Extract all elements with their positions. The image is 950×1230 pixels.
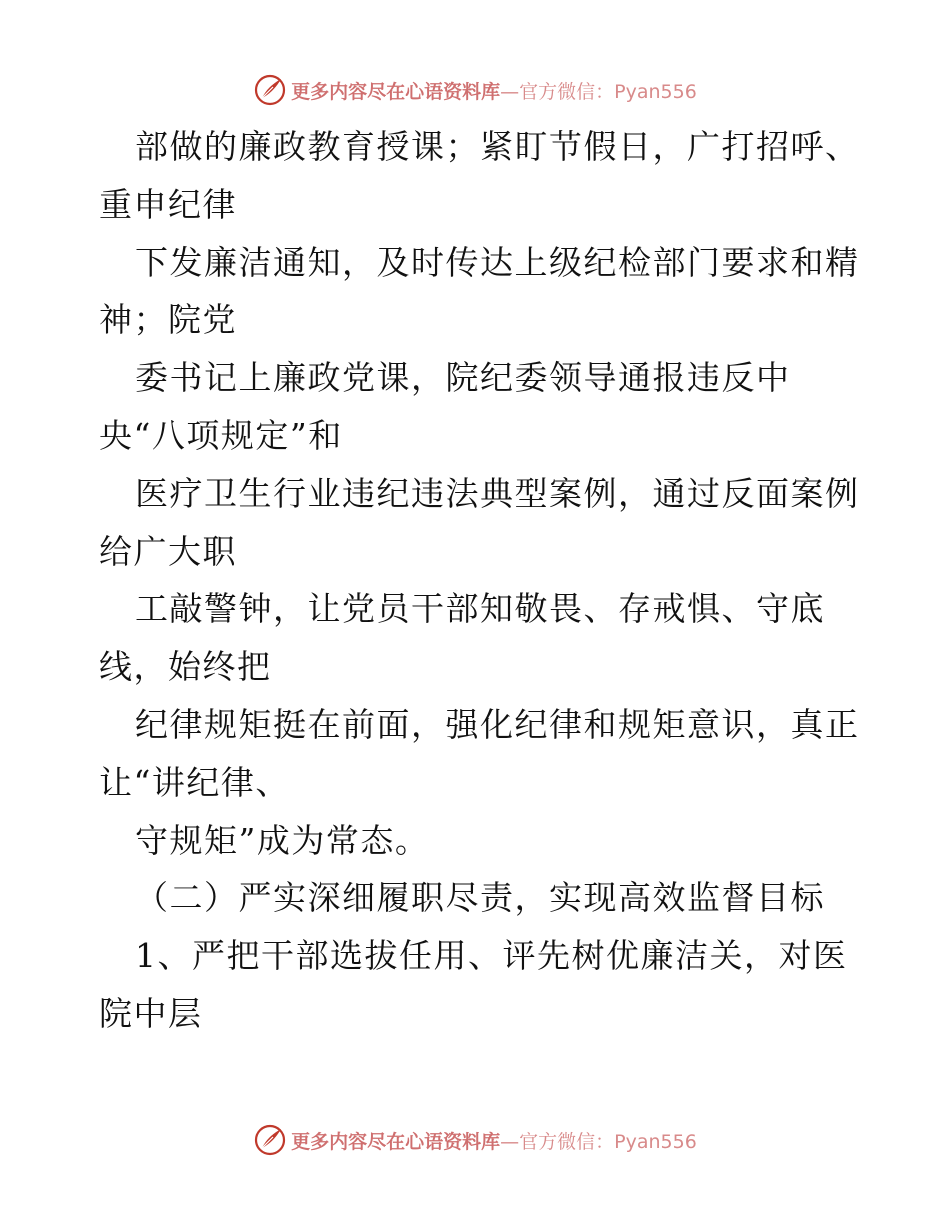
body-line: 纪律规矩挺在前面，强化纪律和规矩意识，真正 [135, 704, 860, 744]
body-line: 重申纪律 [99, 184, 237, 224]
footer-banner-text [291, 1127, 697, 1154]
body-line: 工敲警钟，让党员干部知敬畏、存戒惧、守底 [135, 589, 825, 629]
body-line: 院中层 [99, 993, 203, 1033]
header-site-text: 更多内容尽在心语资料库 [291, 80, 501, 103]
body-line: 医疗卫生行业违纪违法典型案例，通过反面案例 [135, 473, 860, 513]
footer-wechat-text: 官方微信：Pyan556 [519, 1130, 697, 1153]
document-body [99, 118, 859, 1043]
footer-dash: — [500, 1130, 520, 1153]
body-line: 央“八项规定”和 [99, 415, 343, 455]
body-line: 神；院党 [99, 300, 237, 340]
body-line: 部做的廉政教育授课；紧盯节假日，广打招呼、 [135, 127, 860, 166]
header-banner [0, 72, 950, 108]
body-line: （二）严实深细履职尽责，实现高效监督目标 [135, 878, 825, 918]
body-line: 委书记上廉政党课，院纪委领导通报违反中 [135, 358, 791, 398]
body-line: 1、严把干部选拔任用、评先树优廉洁关，对医 [135, 936, 848, 976]
feather-pen-logo-icon [253, 73, 287, 107]
footer-site-text: 更多内容尽在心语资料库 [291, 1130, 501, 1153]
header-banner-text [291, 77, 697, 104]
feather-pen-logo-icon [253, 1123, 287, 1157]
footer-banner [0, 1122, 950, 1158]
header-dash: — [500, 80, 520, 103]
body-line: 给广大职 [99, 531, 237, 571]
body-line: 让“讲纪律、 [99, 762, 290, 802]
body-line: 下发廉洁通知，及时传达上级纪检部门要求和精 [135, 242, 860, 282]
body-line: 线，始终把 [99, 647, 272, 687]
body-line: 守规矩”成为常态。 [135, 820, 430, 860]
header-wechat-text: 官方微信：Pyan556 [519, 80, 697, 103]
